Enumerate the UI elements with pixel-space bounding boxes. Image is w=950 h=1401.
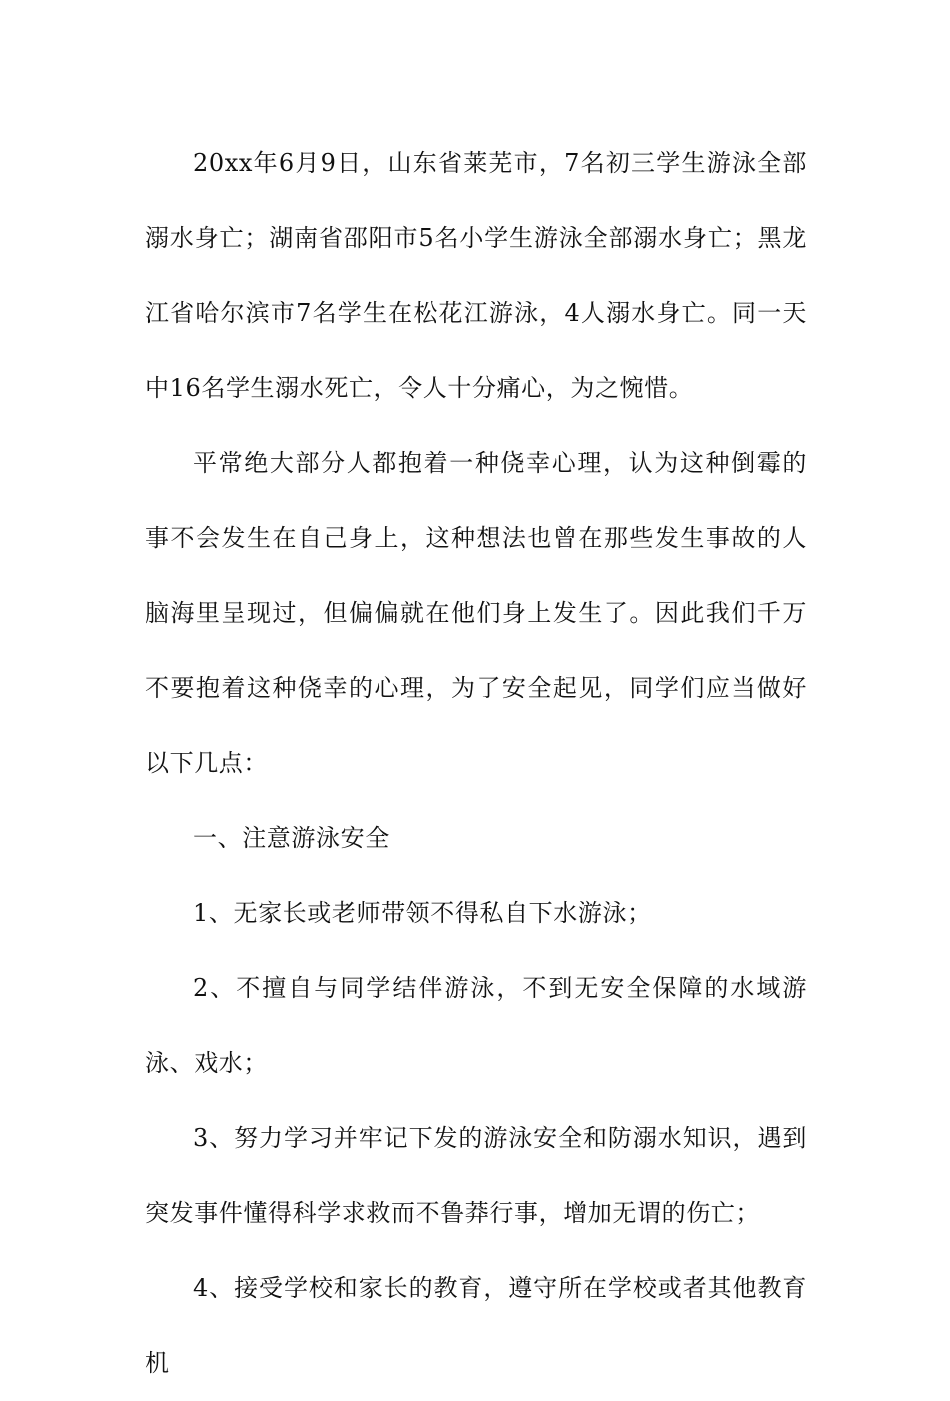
paragraph-luck-mentality: 平常绝大部分人都抱着一种侥幸心理，认为这种倒霉的事不会发生在自己身上，这种想法也曾在那些发生事故的人脑海里呈现过，但偏偏就在他们身上发生了。因此我们千万不要抱着这种侥幸的心理，为了安全起见，同学们应当做好以下几点： [145,449,807,777]
document-body [145,126,807,1401]
section-heading-swimming-safety: 一、注意游泳安全 [193,824,390,852]
list-item-1: 1、无家长或老师带领不得私自下水游泳； [193,899,652,927]
list-item-3: 3、努力学习并牢记下发的游泳安全和防溺水知识，遇到突发事件懂得科学求救而不鲁莽行事，增加无谓的伤亡； [145,1124,807,1227]
list-item-2: 2、不擅自与同学结伴游泳，不到无安全保障的水域游泳、戏水； [145,974,807,1077]
list-item-4: 4、接受学校和家长的教育，遵守所在学校或者其他教育机 [145,1274,807,1377]
paragraph-drowning-incidents: 20xx年6月9日，山东省莱芜市，7名初三学生游泳全部溺水身亡；湖南省邵阳市5名小学生游泳全部溺水身亡；黑龙江省哈尔滨市7名学生在松花江游泳，4人溺水身亡。同一天中16名学生溺水死亡，令人十分痛心，为之惋惜。 [145,149,807,402]
